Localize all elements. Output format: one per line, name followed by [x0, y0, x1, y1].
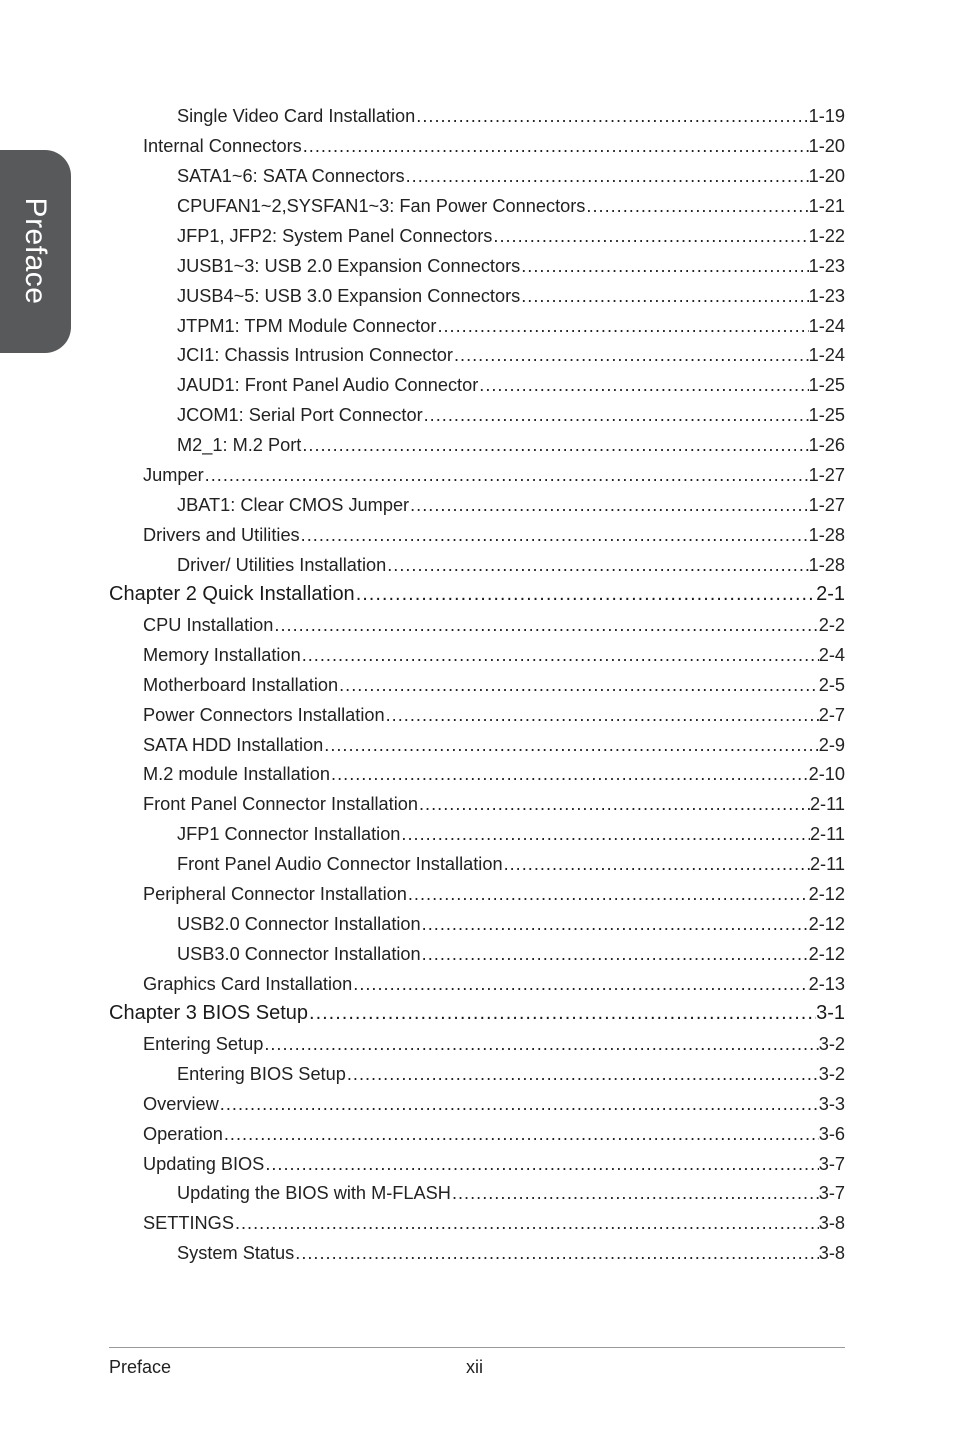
- toc-entry-page: 2-11: [809, 854, 845, 875]
- toc-entry-title: Chapter 3 BIOS Setup: [109, 1001, 309, 1024]
- toc-dot-leader: [302, 135, 809, 157]
- toc-dot-leader: [407, 883, 809, 905]
- toc-entry-title: Front Panel Audio Connector Installation: [177, 854, 503, 875]
- toc-dot-leader: [386, 554, 808, 576]
- toc-entry-page: 2-4: [818, 644, 845, 665]
- toc-entry-title: Updating the BIOS with M-FLASH: [177, 1183, 451, 1204]
- toc-entry-title: JCI1: Chassis Intrusion Connector: [177, 345, 453, 366]
- toc-entry-title: Motherboard Installation: [143, 674, 339, 695]
- toc-entry[interactable]: [143, 1153, 845, 1175]
- toc-entry[interactable]: [143, 524, 845, 546]
- toc-entry-page: 3-3: [818, 1093, 845, 1114]
- toc-dot-leader: [478, 374, 808, 396]
- toc-entry-page: 3-1: [816, 1001, 845, 1024]
- toc-dot-leader: [421, 913, 809, 935]
- toc-entry[interactable]: [143, 763, 845, 785]
- toc-entry-title: Entering BIOS Setup: [177, 1063, 346, 1084]
- toc-dot-leader: [492, 225, 808, 247]
- toc-entry-title: USB3.0 Connector Installation: [177, 944, 421, 965]
- toc-entry[interactable]: [143, 1093, 845, 1115]
- toc-entry-title: JFP1 Connector Installation: [177, 824, 401, 845]
- toc-entry-title: M2_1: M.2 Port: [177, 435, 302, 456]
- toc-entry[interactable]: [177, 494, 845, 516]
- toc-entry[interactable]: [177, 315, 845, 337]
- toc-dot-leader: [409, 494, 808, 516]
- toc-entry[interactable]: [143, 1212, 845, 1234]
- toc-entry[interactable]: [143, 1033, 845, 1055]
- toc-entry[interactable]: [177, 285, 845, 307]
- toc-entry-title: Internal Connectors: [143, 135, 302, 156]
- toc-entry-title: SATA1~6: SATA Connectors: [177, 165, 405, 186]
- toc-entry-page: 3-8: [818, 1213, 845, 1234]
- toc-dot-leader: [219, 1093, 819, 1115]
- toc-dot-leader: [273, 614, 818, 636]
- toc-entry-page: 3-7: [818, 1183, 845, 1204]
- toc-entry-page: 1-24: [808, 345, 845, 366]
- toc-dot-leader: [451, 1182, 819, 1204]
- toc-dot-leader: [520, 255, 808, 277]
- toc-entry-page: 1-25: [808, 375, 845, 396]
- toc-dot-leader: [300, 524, 809, 546]
- toc-entry[interactable]: [143, 644, 845, 666]
- toc-entry-page: 3-7: [818, 1153, 845, 1174]
- toc-dot-leader: [234, 1212, 819, 1234]
- toc-dot-leader: [503, 853, 810, 875]
- toc-dot-leader: [308, 1002, 816, 1024]
- toc-entry-page: 1-27: [808, 495, 845, 516]
- toc-dot-leader: [418, 793, 810, 815]
- toc-entry[interactable]: [143, 1123, 845, 1145]
- toc-dot-leader: [355, 583, 816, 605]
- footer-divider: [109, 1347, 845, 1348]
- toc-entry-page: 2-13: [808, 973, 845, 994]
- toc-entry[interactable]: [143, 793, 845, 815]
- toc-entry[interactable]: [177, 374, 845, 396]
- toc-entry-title: JUSB1~3: USB 2.0 Expansion Connectors: [177, 255, 521, 276]
- toc-dot-leader: [385, 704, 819, 726]
- footer-page-number: xii: [466, 1357, 483, 1377]
- toc-entry-title: Front Panel Connector Installation: [143, 794, 418, 815]
- toc-entry-page: 2-9: [818, 734, 845, 755]
- toc-entry[interactable]: [177, 823, 845, 845]
- toc-entry-title: Drivers and Utilities: [143, 525, 300, 546]
- toc-entry[interactable]: [177, 913, 845, 935]
- toc-entry-page: 1-28: [808, 554, 845, 575]
- toc-entry-title: JFP1, JFP2: System Panel Connectors: [177, 225, 493, 246]
- toc-entry-title: Power Connectors Installation: [143, 704, 385, 725]
- toc-dot-leader: [338, 674, 819, 696]
- toc-entry-title: USB2.0 Connector Installation: [177, 914, 421, 935]
- toc-dot-leader: [423, 404, 809, 426]
- toc-entry[interactable]: [177, 344, 845, 366]
- toc-entry-title: JCOM1: Serial Port Connector: [177, 405, 423, 426]
- toc-entry-page: 2-5: [818, 674, 845, 695]
- toc-dot-leader: [330, 763, 809, 785]
- toc-entry[interactable]: [143, 734, 845, 756]
- toc-entry-page: 2-12: [808, 914, 845, 935]
- toc-entry-title: JAUD1: Front Panel Audio Connector: [177, 375, 479, 396]
- toc-chapter-entry[interactable]: [109, 583, 845, 605]
- toc-entry-page: 1-20: [808, 135, 845, 156]
- toc-entry-page: 1-27: [808, 465, 845, 486]
- toc-dot-leader: [204, 464, 809, 486]
- toc-entry[interactable]: [177, 1242, 845, 1264]
- toc-entry-title: Updating BIOS: [143, 1153, 265, 1174]
- toc-dot-leader: [585, 195, 808, 217]
- toc-entry-title: Overview: [143, 1093, 219, 1114]
- toc-entry-title: CPUFAN1~2,SYSFAN1~3: Fan Power Connectors: [177, 195, 586, 216]
- toc-dot-leader: [223, 1123, 819, 1145]
- toc-entry[interactable]: [177, 943, 845, 965]
- toc-dot-leader: [301, 644, 819, 666]
- toc-entry-title: Operation: [143, 1123, 223, 1144]
- toc-dot-leader: [294, 1242, 818, 1264]
- toc-chapter-entry[interactable]: [109, 1002, 845, 1024]
- toc-dot-leader: [263, 1033, 818, 1055]
- toc-dot-leader: [436, 315, 808, 337]
- toc-entry-title: Chapter 2 Quick Installation: [109, 582, 355, 605]
- toc-entry-page: 2-11: [809, 824, 845, 845]
- toc-entry[interactable]: [143, 464, 845, 486]
- toc-entry-title: SATA HDD Installation: [143, 734, 324, 755]
- toc-entry[interactable]: [177, 195, 845, 217]
- toc-entry[interactable]: [177, 1063, 845, 1085]
- toc-entry-page: 1-23: [808, 285, 845, 306]
- footer-section-title: Preface: [109, 1357, 172, 1377]
- toc-dot-leader: [301, 434, 808, 456]
- toc-entry-title: SETTINGS: [143, 1213, 234, 1234]
- toc-entry-title: Single Video Card Installation: [177, 106, 416, 126]
- toc-dot-leader: [415, 105, 808, 127]
- toc-entry-page: 1-22: [808, 225, 845, 246]
- toc-entry-title: M.2 module Installation: [143, 764, 331, 785]
- toc-entry-page: 2-11: [809, 794, 845, 815]
- toc-entry[interactable]: [177, 1182, 845, 1204]
- toc-entry[interactable]: [143, 704, 845, 726]
- toc-entry-page: 3-8: [818, 1243, 845, 1264]
- toc-entry[interactable]: [177, 554, 845, 576]
- toc-entry-page: 2-7: [818, 704, 845, 725]
- toc-entry[interactable]: [177, 225, 845, 247]
- toc-dot-leader: [323, 734, 818, 756]
- toc-entry[interactable]: [177, 255, 845, 277]
- toc-entry-title: Graphics Card Installation: [143, 973, 353, 994]
- toc-dot-leader: [264, 1153, 818, 1175]
- toc-entry[interactable]: [177, 105, 845, 127]
- toc-entry-page: 1-20: [808, 165, 845, 186]
- toc-dot-leader: [520, 285, 808, 307]
- toc-entry[interactable]: [143, 973, 845, 995]
- toc-entry-page: 3-2: [818, 1033, 845, 1054]
- toc-entry-title: JUSB4~5: USB 3.0 Expansion Connectors: [177, 285, 521, 306]
- toc-entry-page: 1-19: [808, 106, 845, 126]
- toc-entry-page: 1-23: [808, 255, 845, 276]
- toc-entry-page: 1-28: [808, 525, 845, 546]
- toc-dot-leader: [400, 823, 810, 845]
- toc-entry-page: 2-10: [808, 764, 845, 785]
- toc-entry[interactable]: [143, 883, 845, 905]
- side-tab-label: Preface: [19, 197, 52, 305]
- toc-entry-title: Peripheral Connector Installation: [143, 884, 407, 905]
- toc-entry-page: 1-25: [808, 405, 845, 426]
- toc-entry[interactable]: [177, 853, 845, 875]
- toc-entry[interactable]: [177, 165, 845, 187]
- toc-entry-title: Memory Installation: [143, 644, 301, 665]
- toc-entry[interactable]: [143, 135, 845, 157]
- toc-dot-leader: [453, 344, 809, 366]
- toc-entry-title: Entering Setup: [143, 1033, 264, 1054]
- toc-entry-page: 2-12: [808, 944, 845, 965]
- toc-entry-title: JTPM1: TPM Module Connector: [177, 315, 437, 336]
- toc-entry-page: 3-2: [818, 1063, 845, 1084]
- toc-entry-title: Driver/ Utilities Installation: [177, 554, 387, 575]
- toc-entry-page: 1-26: [808, 435, 845, 456]
- toc-entry-title: Jumper: [143, 465, 204, 486]
- toc-entry-title: JBAT1: Clear CMOS Jumper: [177, 495, 410, 516]
- toc-entry-page: 1-21: [808, 195, 845, 216]
- toc-entry[interactable]: [143, 674, 845, 696]
- toc-entry-page: 3-6: [818, 1123, 845, 1144]
- toc-entry-title: CPU Installation: [143, 614, 274, 635]
- toc-entry[interactable]: [177, 404, 845, 426]
- toc-entry-page: 2-2: [818, 614, 845, 635]
- toc-entry-title: System Status: [177, 1243, 295, 1264]
- toc-dot-leader: [352, 973, 808, 995]
- toc-dot-leader: [421, 943, 809, 965]
- toc-dot-leader: [346, 1063, 819, 1085]
- toc-entry-page: 2-12: [808, 884, 845, 905]
- toc-entry[interactable]: [177, 434, 845, 456]
- toc-entry-page: 1-24: [808, 315, 845, 336]
- toc-entry-page: 2-1: [816, 582, 845, 605]
- toc-dot-leader: [405, 165, 809, 187]
- toc-entry[interactable]: [143, 614, 845, 636]
